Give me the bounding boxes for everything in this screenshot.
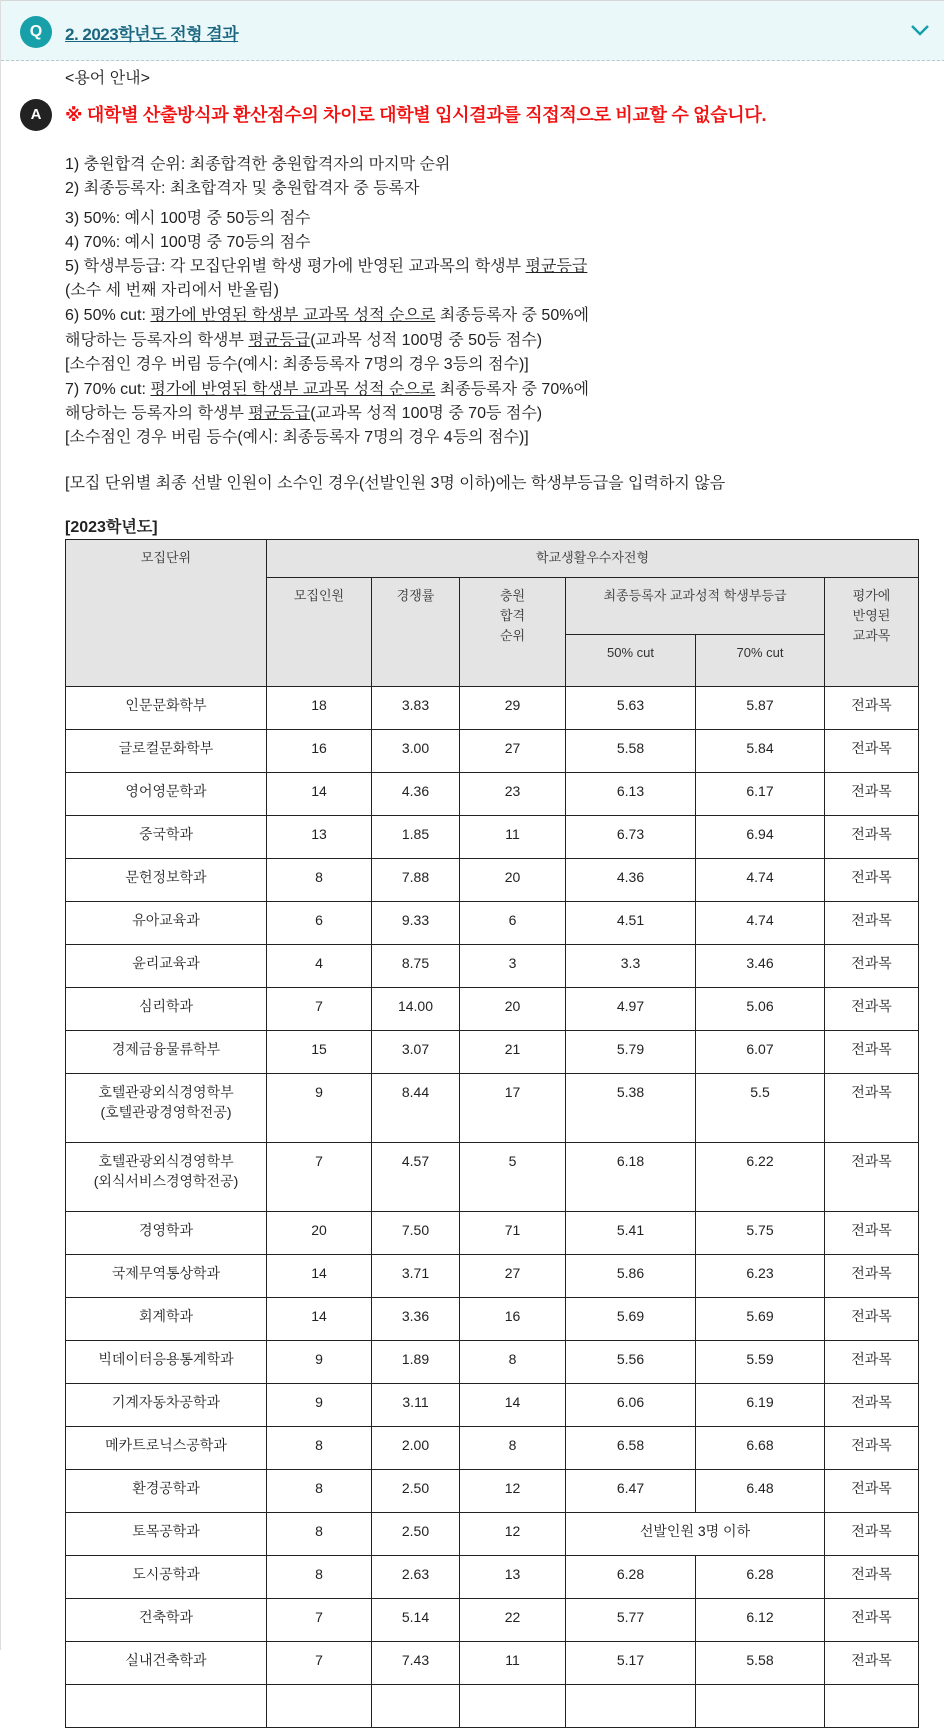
cell-subject: 전과목: [825, 1642, 919, 1685]
cell-cut70: 5.06: [696, 988, 825, 1031]
term-line: [65, 207, 311, 231]
header-50cut: 50% cut: [566, 635, 696, 687]
cell-cut50: 5.77: [566, 1599, 696, 1642]
cell-quota: 15: [267, 1031, 372, 1074]
chevron-down-icon[interactable]: [909, 19, 931, 41]
cell-cut50: 5.86: [566, 1255, 696, 1298]
cell-rank: 14: [460, 1384, 566, 1427]
header-subject: 평가에 반영된 교과목: [825, 578, 919, 687]
cell-rate: 2.00: [372, 1427, 460, 1470]
cell-rank: 16: [460, 1298, 566, 1341]
cell-rank: 22: [460, 1599, 566, 1642]
cell-subject: 전과목: [825, 859, 919, 902]
cell-cut50: [566, 1685, 696, 1728]
cell-cut50: 6.28: [566, 1556, 696, 1599]
cell-rank: 8: [460, 1427, 566, 1470]
line-text: 5) 학생부등급: 각 모집단위별 학생 평가에 반영된 교과목의 학생부: [65, 258, 526, 275]
cell-subject: 전과목: [825, 1470, 919, 1513]
line-text: [모집 단위별 최종 선발 인원이 소수인 경우(선발인원 3명 이하)에는 학생부등급을 입력하지 않음: [65, 475, 726, 492]
cell-rank: 3: [460, 945, 566, 988]
cell-quota: 7: [267, 1143, 372, 1212]
line-text: 2) 최종등록자: 최초합격자 및 충원합격자 중 등록자: [65, 180, 420, 197]
cell-rank: 27: [460, 1255, 566, 1298]
cell-unit: [66, 1685, 267, 1728]
table-row: [66, 1599, 919, 1642]
cell-unit: 호텔관광외식경영학부 (호텔관광경영학전공): [66, 1074, 267, 1143]
cell-rate: 4.36: [372, 773, 460, 816]
cell-quota: 9: [267, 1074, 372, 1143]
cell-cut70: 5.58: [696, 1642, 825, 1685]
cell-cut70: 6.23: [696, 1255, 825, 1298]
table-row: [66, 687, 919, 730]
cell-rank: 17: [460, 1074, 566, 1143]
cell-quota: 16: [267, 730, 372, 773]
cell-rate: 2.50: [372, 1513, 460, 1556]
cell-rate: 1.89: [372, 1341, 460, 1384]
cell-subject: 전과목: [825, 816, 919, 859]
cell-cut70: 6.07: [696, 1031, 825, 1074]
cell-unit: 호텔관광외식경영학부 (외식서비스경영학전공): [66, 1143, 267, 1212]
question-title-link[interactable]: 2. 2023학년도 전형 결과: [65, 25, 239, 44]
table-row: [66, 1031, 919, 1074]
cell-subject: 전과목: [825, 687, 919, 730]
line-text: (소수 세 번째 자리에서 반올림): [65, 282, 279, 299]
cell-cut70: 5.59: [696, 1341, 825, 1384]
answer-badge: A: [20, 99, 52, 131]
table-row: [66, 859, 919, 902]
term-line: [65, 378, 589, 402]
cell-cut70: 5.84: [696, 730, 825, 773]
question-badge: Q: [20, 16, 52, 48]
cell-rate: 5.14: [372, 1599, 460, 1642]
cell-subject: 전과목: [825, 1341, 919, 1384]
underlined-text: 평균등급: [248, 405, 311, 422]
cell-cut50: 4.36: [566, 859, 696, 902]
cell-cut50: 6.47: [566, 1470, 696, 1513]
line-text: 해당하는 등록자의 학생부: [65, 332, 249, 349]
cell-quota: 14: [267, 773, 372, 816]
cell-unit: 심리학과: [66, 988, 267, 1031]
cell-cut50: 5.69: [566, 1298, 696, 1341]
cell-rank: 20: [460, 859, 566, 902]
cell-rate: 3.00: [372, 730, 460, 773]
cell-rank: 11: [460, 816, 566, 859]
cell-cut50: 3.3: [566, 945, 696, 988]
cell-rank: 29: [460, 687, 566, 730]
cell-cut70: 6.48: [696, 1470, 825, 1513]
cell-unit: 메카트로닉스공학과: [66, 1427, 267, 1470]
cell-quota: 8: [267, 1427, 372, 1470]
cell-subject: 전과목: [825, 1298, 919, 1341]
cell-subject: 전과목: [825, 902, 919, 945]
cell-cut50: 4.97: [566, 988, 696, 1031]
table-row: [66, 1298, 919, 1341]
cell-quota: 20: [267, 1212, 372, 1255]
term-line: [65, 304, 589, 328]
table-row: [66, 1143, 919, 1212]
cell-unit: 문헌정보학과: [66, 859, 267, 902]
cell-quota: 7: [267, 1642, 372, 1685]
cell-cut70: 6.19: [696, 1384, 825, 1427]
cell-cut70: 3.46: [696, 945, 825, 988]
underlined-text: 평균등급: [525, 258, 588, 275]
cell-quota: 13: [267, 816, 372, 859]
cell-subject: 전과목: [825, 1513, 919, 1556]
cell-unit: 중국학과: [66, 816, 267, 859]
table-row: [66, 816, 919, 859]
cell-unit: 토목공학과: [66, 1513, 267, 1556]
cell-unit: 회계학과: [66, 1298, 267, 1341]
header-rate: 경쟁률: [372, 578, 460, 687]
cell-rank: 13: [460, 1556, 566, 1599]
cell-cut70: 5.75: [696, 1212, 825, 1255]
cell-rate: 2.50: [372, 1470, 460, 1513]
cell-rate: 8.75: [372, 945, 460, 988]
year-label: [2023학년도]: [65, 519, 158, 536]
table-row: [66, 773, 919, 816]
term-line: [65, 231, 311, 255]
line-text: 최종등록자 중 50%에: [435, 307, 589, 324]
cell-cut70: 6.68: [696, 1427, 825, 1470]
cell-quota: 8: [267, 1470, 372, 1513]
cell-subject: 전과목: [825, 1143, 919, 1212]
cell-quota: 14: [267, 1298, 372, 1341]
term-line: [65, 329, 542, 353]
table-row: [66, 1470, 919, 1513]
cell-quota: 7: [267, 988, 372, 1031]
table-row: [66, 1513, 919, 1556]
cell-subject: 전과목: [825, 1212, 919, 1255]
cell-quota: 6: [267, 902, 372, 945]
cell-rate: 3.11: [372, 1384, 460, 1427]
cell-rate: 14.00: [372, 988, 460, 1031]
table-row: [66, 1255, 919, 1298]
cell-unit: 도시공학과: [66, 1556, 267, 1599]
cell-unit: 국제무역통상학과: [66, 1255, 267, 1298]
cell-subject: 전과목: [825, 1031, 919, 1074]
warning-notice: ※ 대학별 산출방식과 환산점수의 차이로 대학별 입시결과를 직접적으로 비교할 수 없습니다.: [65, 105, 767, 125]
header-type: 학교생활우수자전형: [267, 540, 919, 578]
cell-rank: [460, 1685, 566, 1728]
cell-cut50: 5.56: [566, 1341, 696, 1384]
line-text: 해당하는 등록자의 학생부: [65, 405, 249, 422]
term-line: [65, 353, 529, 377]
cell-cut50: 6.06: [566, 1384, 696, 1427]
term-line: [65, 426, 529, 450]
cell-subject: 전과목: [825, 1074, 919, 1143]
cell-rate: 4.57: [372, 1143, 460, 1212]
cell-unit: 인문문화학부: [66, 687, 267, 730]
cell-subject: 전과목: [825, 1255, 919, 1298]
header-rank: 충원 합격 순위: [460, 578, 566, 687]
cell-unit: 유아교육과: [66, 902, 267, 945]
table-row: [66, 1685, 919, 1728]
cell-quota: 8: [267, 859, 372, 902]
cell-unit: 실내건축학과: [66, 1642, 267, 1685]
term-line: [65, 255, 587, 279]
cell-rank: 12: [460, 1470, 566, 1513]
cell-cut50: 6.13: [566, 773, 696, 816]
cell-rate: 3.07: [372, 1031, 460, 1074]
underlined-text: 평가에 반영된 학생부 교과목 성적 순으로: [150, 381, 436, 398]
table-row: [66, 1074, 919, 1143]
cell-cut70: 4.74: [696, 859, 825, 902]
cell-rate: 7.88: [372, 859, 460, 902]
cell-rate: 7.50: [372, 1212, 460, 1255]
cell-unit: 건축학과: [66, 1599, 267, 1642]
cell-cut50: 5.41: [566, 1212, 696, 1255]
table-row: [66, 945, 919, 988]
cell-unit: 영어영문학과: [66, 773, 267, 816]
cell-cut70: 6.28: [696, 1556, 825, 1599]
table-row: [66, 1427, 919, 1470]
table-row: [66, 902, 919, 945]
cell-cut70: 6.94: [696, 816, 825, 859]
cell-cut70: 6.17: [696, 773, 825, 816]
cell-rate: 7.43: [372, 1642, 460, 1685]
cell-cut50: 6.58: [566, 1427, 696, 1470]
table-row: [66, 1384, 919, 1427]
question-header[interactable]: [1, 0, 944, 61]
cell-unit: 환경공학과: [66, 1470, 267, 1513]
header-70cut: 70% cut: [696, 635, 825, 687]
cell-rank: 20: [460, 988, 566, 1031]
cell-cut50: 5.58: [566, 730, 696, 773]
cell-cut50: 6.18: [566, 1143, 696, 1212]
cell-unit: 빅데이터응용통계학과: [66, 1341, 267, 1384]
header-grade: 최종등록자 교과성적 학생부등급: [566, 578, 825, 635]
line-text: (교과목 성적 100명 중 50등 점수): [310, 332, 543, 349]
terms-heading: <용어 안내>: [65, 70, 150, 87]
cell-cut50: 5.17: [566, 1642, 696, 1685]
line-text: 7) 70% cut:: [65, 381, 151, 398]
cell-quota: 8: [267, 1556, 372, 1599]
cell-rate: 1.85: [372, 816, 460, 859]
line-text: [소수점인 경우 버림 등수(예시: 최종등록자 7명의 경우 4등의 점수)]: [65, 429, 529, 446]
cell-rank: 6: [460, 902, 566, 945]
cell-subject: 전과목: [825, 1427, 919, 1470]
cell-subject: 전과목: [825, 988, 919, 1031]
cell-rank: 71: [460, 1212, 566, 1255]
cell-rate: [372, 1685, 460, 1728]
cell-subject: 전과목: [825, 1384, 919, 1427]
cell-cut70: 6.22: [696, 1143, 825, 1212]
header-quota: 모집인원: [267, 578, 372, 687]
table-row: [66, 1212, 919, 1255]
cell-subject: 전과목: [825, 773, 919, 816]
cell-rank: 12: [460, 1513, 566, 1556]
cell-unit: 경영학과: [66, 1212, 267, 1255]
cell-cut50: 5.79: [566, 1031, 696, 1074]
term-line: [65, 279, 279, 303]
line-text: [소수점인 경우 버림 등수(예시: 최종등록자 7명의 경우 3등의 점수)]: [65, 356, 529, 373]
cell-quota: 18: [267, 687, 372, 730]
underlined-text: 평가에 반영된 학생부 교과목 성적 순으로: [150, 307, 436, 324]
cell-unit: 글로컬문화학부: [66, 730, 267, 773]
cell-rank: 21: [460, 1031, 566, 1074]
cell-cut50: 6.73: [566, 816, 696, 859]
cell-quota: 4: [267, 945, 372, 988]
cell-rate: 8.44: [372, 1074, 460, 1143]
line-text: 1) 충원합격 순위: 최종합격한 충원합격자의 마지막 순위: [65, 156, 451, 173]
cell-quota: 8: [267, 1513, 372, 1556]
underlined-text: 평균등급: [248, 332, 311, 349]
table-row: [66, 730, 919, 773]
cell-subject: [825, 1685, 919, 1728]
cell-rate: 3.36: [372, 1298, 460, 1341]
cell-cut70: 5.69: [696, 1298, 825, 1341]
term-line: [65, 153, 450, 177]
cell-rank: 5: [460, 1143, 566, 1212]
cell-rank: 27: [460, 730, 566, 773]
cell-cut50: 5.38: [566, 1074, 696, 1143]
cell-rate: 3.71: [372, 1255, 460, 1298]
cell-subject: 전과목: [825, 1599, 919, 1642]
line-text: (교과목 성적 100명 중 70등 점수): [310, 405, 543, 422]
cell-quota: [267, 1685, 372, 1728]
header-unit: 모집단위: [66, 540, 267, 687]
cell-rate: 9.33: [372, 902, 460, 945]
term-line: [65, 177, 419, 201]
line-text: 4) 70%: 예시 100명 중 70등의 점수: [65, 234, 311, 251]
table-row: [66, 1642, 919, 1685]
cell-cut70: 4.74: [696, 902, 825, 945]
cell-rank: 11: [460, 1642, 566, 1685]
table-row: [66, 1556, 919, 1599]
cell-unit: 경제금융물류학부: [66, 1031, 267, 1074]
admission-results-table: [65, 539, 919, 1728]
cell-rate: 3.83: [372, 687, 460, 730]
cell-unit: 윤리교육과: [66, 945, 267, 988]
cell-cut70: 5.87: [696, 687, 825, 730]
cell-cut50: 선발인원 3명 이하: [566, 1513, 825, 1556]
cell-quota: 14: [267, 1255, 372, 1298]
table-row: [66, 988, 919, 1031]
line-text: 6) 50% cut:: [65, 307, 151, 324]
cell-quota: 9: [267, 1384, 372, 1427]
cell-cut50: 4.51: [566, 902, 696, 945]
cell-rank: 23: [460, 773, 566, 816]
cell-cut70: 6.12: [696, 1599, 825, 1642]
cell-cut70: [696, 1685, 825, 1728]
term-line: [65, 472, 725, 496]
line-text: 최종등록자 중 70%에: [435, 381, 589, 398]
cell-rate: 2.63: [372, 1556, 460, 1599]
cell-cut70: 5.5: [696, 1074, 825, 1143]
cell-rank: 8: [460, 1341, 566, 1384]
cell-quota: 7: [267, 1599, 372, 1642]
cell-cut50: 5.63: [566, 687, 696, 730]
cell-subject: 전과목: [825, 730, 919, 773]
cell-subject: 전과목: [825, 1556, 919, 1599]
line-text: 3) 50%: 예시 100명 중 50등의 점수: [65, 210, 311, 227]
term-line: [65, 402, 542, 426]
cell-unit: 기계자동차공학과: [66, 1384, 267, 1427]
table-row: [66, 1341, 919, 1384]
cell-subject: 전과목: [825, 945, 919, 988]
cell-quota: 9: [267, 1341, 372, 1384]
